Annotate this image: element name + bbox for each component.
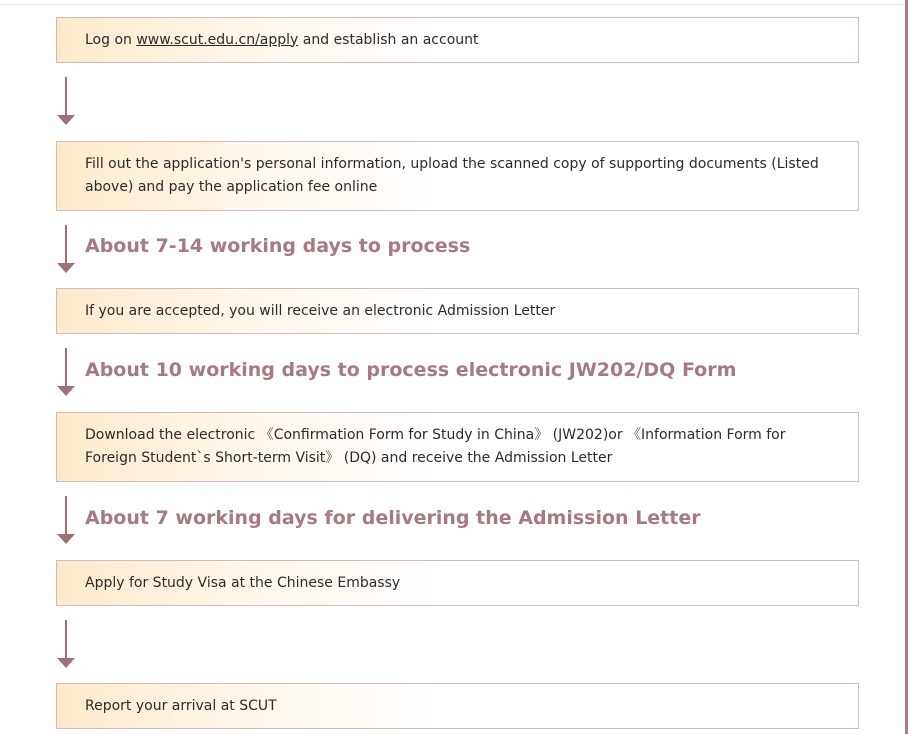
- step-report-arrival-text: Report your arrival at SCUT: [85, 697, 277, 714]
- step-log-on-text: [85, 29, 479, 52]
- down-arrow-icon: [57, 348, 75, 398]
- delivery-time-note: About 7 working days for delivering the Admission Letter: [85, 507, 701, 529]
- step-fill-application: [56, 141, 859, 211]
- apply-link[interactable]: www.scut.edu.cn/apply: [136, 31, 299, 48]
- step-log-on-suffix: and establish an account: [298, 31, 479, 48]
- down-arrow-icon: [57, 77, 75, 127]
- down-arrow-icon: [57, 620, 75, 670]
- processing-time-note: About 7-14 working days to process: [85, 235, 471, 257]
- top-divider: [0, 0, 905, 5]
- step-fill-application-text: Fill out the application's personal information, upload the scanned copy of supporting documents (Listed above) and pay the application fee online: [85, 156, 819, 195]
- step-accepted-text: If you are accepted, you will receive an electronic Admission Letter: [85, 302, 556, 319]
- step-log-on: [56, 17, 859, 63]
- step-apply-visa: [56, 560, 859, 606]
- jw202-processing-note: About 10 working days to process electronic JW202/DQ Form: [85, 359, 737, 381]
- step-report-arrival: [56, 683, 859, 729]
- step-accepted: [56, 288, 859, 334]
- step-log-on-prefix: Log on: [85, 31, 137, 48]
- step-apply-visa-text: Apply for Study Visa at the Chinese Embassy: [85, 574, 401, 591]
- right-edge-rule: [905, 0, 908, 734]
- down-arrow-icon: [57, 225, 75, 275]
- step-download-forms-text: Download the electronic 《Confirmation Form for Study in China》 (JW202)or 《Information Form for Foreign Student`s Short-term Visit》 (DQ) and receive the Admission Letter: [85, 427, 786, 466]
- down-arrow-icon: [57, 496, 75, 546]
- step-download-forms: [56, 412, 859, 482]
